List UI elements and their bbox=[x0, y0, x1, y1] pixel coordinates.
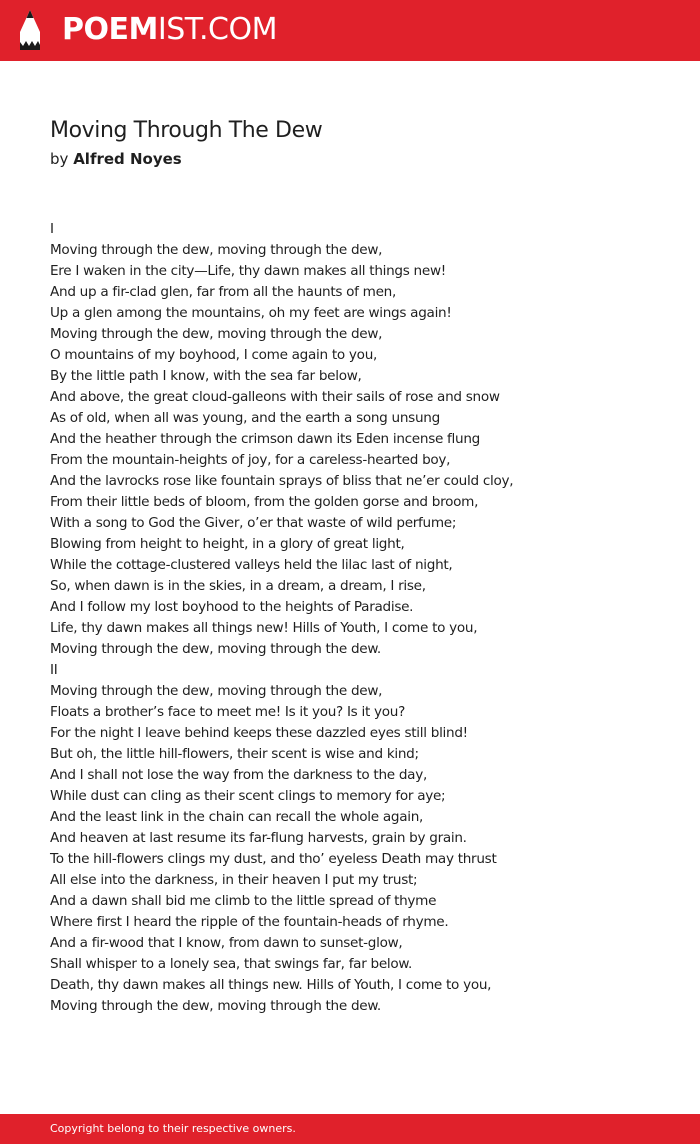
poem-line: Up a glen among the mountains, oh my feet are wings again! bbox=[50, 305, 452, 321]
poem-line: Life, thy dawn makes all things new! Hills of Youth, I come to you, bbox=[50, 620, 478, 636]
poem-line: All else into the darkness, in their heaven I put my trust; bbox=[50, 872, 418, 888]
poem-line: Moving through the dew, moving through the dew. bbox=[50, 641, 381, 657]
poem-title: Moving Through The Dew bbox=[50, 118, 323, 143]
poem-line: O mountains of my boyhood, I come again to you, bbox=[50, 347, 378, 363]
poem-line: To the hill-flowers clings my dust, and tho’ eyeless Death may thrust bbox=[50, 851, 497, 867]
poem-line: Floats a brother’s face to meet me! Is it you? Is it you? bbox=[50, 704, 406, 720]
poem-line: For the night I leave behind keeps these dazzled eyes still blind! bbox=[50, 725, 468, 741]
poem-line: And up a fir-clad glen, far from all the haunts of men, bbox=[50, 284, 397, 300]
poem-line: And the lavrocks rose like fountain sprays of bliss that ne’er could cloy, bbox=[50, 473, 514, 489]
poem-line: From their little beds of bloom, from the golden gorse and broom, bbox=[50, 494, 479, 510]
poem-line: Ere I waken in the city—Life, thy dawn makes all things new! bbox=[50, 263, 446, 279]
poem-line: By the little path I know, with the sea far below, bbox=[50, 368, 362, 384]
poem-line: With a song to God the Giver, o’er that waste of wild perfume; bbox=[50, 515, 457, 531]
poem-line: I bbox=[50, 221, 54, 237]
poem-line: So, when dawn is in the skies, in a dream, a dream, I rise, bbox=[50, 578, 426, 594]
poem-line: While the cottage-clustered valleys held the lilac last of night, bbox=[50, 557, 453, 573]
brand-light-text: IST.COM bbox=[157, 12, 277, 47]
site-footer bbox=[0, 1114, 700, 1144]
poem-body bbox=[50, 219, 550, 1017]
poem-line: Where first I heard the ripple of the fountain-heads of rhyme. bbox=[50, 914, 449, 930]
poem-line: Moving through the dew, moving through the dew, bbox=[50, 683, 383, 699]
poem-line: Death, thy dawn makes all things new. Hills of Youth, I come to you, bbox=[50, 977, 492, 993]
poem-line: And a fir-wood that I know, from dawn to sunset-glow, bbox=[50, 935, 403, 951]
copyright-text: Copyright belong to their respective owners. bbox=[50, 1122, 296, 1135]
poem-line: And above, the great cloud-galleons with their sails of rose and snow bbox=[50, 389, 500, 405]
poem-line: But oh, the little hill-flowers, their scent is wise and kind; bbox=[50, 746, 419, 762]
poem-line: As of old, when all was young, and the earth a song unsung bbox=[50, 410, 440, 426]
site-logo[interactable] bbox=[62, 12, 277, 48]
brand-bold-text: POEM bbox=[62, 12, 158, 47]
poem-line: And a dawn shall bid me climb to the little spread of thyme bbox=[50, 893, 437, 909]
poem-line: II bbox=[50, 662, 58, 678]
site-header bbox=[0, 0, 700, 61]
poem-line: Shall whisper to a lonely sea, that swings far, far below. bbox=[50, 956, 412, 972]
poem-line: Blowing from height to height, in a glory of great light, bbox=[50, 536, 405, 552]
poem-byline bbox=[50, 148, 182, 170]
poem-line: And the least link in the chain can recall the whole again, bbox=[50, 809, 424, 825]
poem-line: And I shall not lose the way from the darkness to the day, bbox=[50, 767, 427, 783]
pencil-tip-icon[interactable] bbox=[18, 9, 42, 51]
author-name: Alfred Noyes bbox=[73, 150, 182, 168]
by-label: by bbox=[50, 150, 69, 168]
poem-line: From the mountain-heights of joy, for a careless-hearted boy, bbox=[50, 452, 451, 468]
poem-line: While dust can cling as their scent clings to memory for aye; bbox=[50, 788, 446, 804]
poem-line: Moving through the dew, moving through the dew, bbox=[50, 242, 383, 258]
poem-line: And I follow my lost boyhood to the heights of Paradise. bbox=[50, 599, 414, 615]
poem-line: Moving through the dew, moving through the dew. bbox=[50, 998, 381, 1014]
poem-line: And the heather through the crimson dawn its Eden incense flung bbox=[50, 431, 480, 447]
poem-line: And heaven at last resume its far-flung harvests, grain by grain. bbox=[50, 830, 467, 846]
poem-line: Moving through the dew, moving through the dew, bbox=[50, 326, 383, 342]
